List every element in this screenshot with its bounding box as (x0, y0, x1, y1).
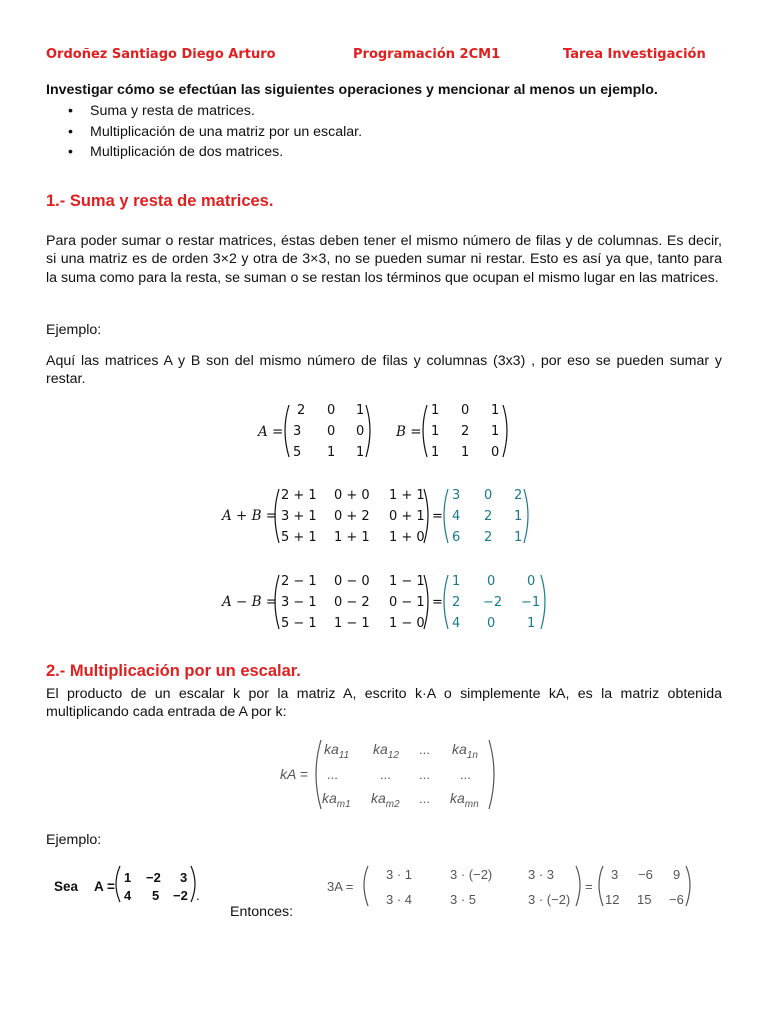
header-task: Tarea Investigación (563, 47, 706, 62)
sea-a-body (124, 870, 188, 903)
section1-paragraph: Para poder sumar o restar matrices, éstas deben tener el mismo número de filas y de columnas. Es decir, si una matriz es de orden 3×2 y otra de 3×3, no se pueden sumar ni restar. Esto es así ya que, tanto para la suma como para la resta, se suman o se restan los términos que ocupan el mismo lugar en las matrices. (46, 233, 722, 286)
svg-text:1: 1 (356, 445, 365, 460)
svg-text:kam1: $ka_{m1}$ (322, 790, 351, 810)
svg-text:1 + 1: 1 + 1 (334, 530, 370, 545)
three-a-result-body (605, 867, 684, 907)
left-paren (275, 575, 279, 629)
svg-text:1: 1 (514, 509, 523, 524)
svg-text:−2: −2 (173, 888, 188, 903)
matrix-a-label: A = (258, 424, 284, 440)
svg-text:2 − 1: 2 − 1 (281, 574, 317, 589)
svg-text:1: 1 (491, 403, 500, 418)
three-a-expression-body (386, 867, 570, 907)
equals-sign: = (432, 595, 443, 610)
svg-text:...: ... (327, 767, 338, 782)
ka-label: kA = (280, 766, 308, 782)
svg-text:2: 2 (514, 488, 523, 503)
svg-text:1 − 1: 1 − 1 (334, 616, 370, 631)
sum-expression-body (281, 488, 425, 545)
svg-text:5 + 1: 5 + 1 (281, 530, 317, 545)
section2-title: 2.- Multiplicación por un escalar. (46, 662, 301, 680)
svg-text:3 · (−2): 3 · (−2) (450, 867, 493, 882)
left-paren (316, 740, 321, 809)
header-author: Ordoñez Santiago Diego Arturo (46, 47, 276, 62)
svg-text:1: 1 (431, 403, 440, 418)
right-paren (191, 866, 195, 902)
svg-text:...: ... (460, 767, 471, 782)
right-paren (503, 405, 507, 457)
section1-example-text: Aquí las matrices A y B son del mismo número de filas y columnas (3x3) , por eso se pueden sumar y restar. (46, 353, 722, 388)
svg-text:4: 4 (452, 509, 461, 524)
svg-text:12: 12 (605, 892, 620, 907)
header-course: Programación 2CM1 (353, 47, 501, 62)
svg-text:ka11: $ka_{11}$ (324, 741, 350, 761)
left-paren (116, 866, 120, 902)
svg-text:3 · 3: 3 · 3 (528, 867, 555, 882)
svg-text:...: ... (419, 767, 430, 782)
svg-text:3: 3 (611, 867, 619, 882)
svg-text:1: 1 (327, 445, 336, 460)
svg-text:0 + 1: 0 + 1 (389, 509, 425, 524)
matrix-a-body (293, 403, 364, 460)
svg-text:...: ... (419, 742, 430, 757)
svg-text:0: 0 (491, 445, 500, 460)
svg-text:5 − 1: 5 − 1 (281, 616, 317, 631)
svg-text:−2: −2 (146, 870, 161, 885)
right-paren (576, 866, 580, 906)
svg-text:2: 2 (484, 509, 493, 524)
list-item: • Suma y resta de matrices. (46, 101, 362, 122)
svg-text:1: 1 (527, 616, 536, 631)
svg-text:1: 1 (452, 574, 461, 589)
three-a-label: 3A = (327, 879, 354, 894)
svg-text:0: 0 (484, 488, 493, 503)
svg-text:4: 4 (452, 616, 461, 631)
svg-text:1 + 1: 1 + 1 (389, 488, 425, 503)
svg-text:3 · 4: 3 · 4 (386, 892, 413, 907)
ka-matrix-body (322, 741, 479, 810)
sum-result-body (452, 488, 522, 545)
left-paren (423, 405, 427, 457)
sea-label: Sea (54, 879, 79, 894)
svg-text:3 · (−2): 3 · (−2) (528, 892, 571, 907)
svg-text:1: 1 (431, 445, 440, 460)
svg-text:1 + 0: 1 + 0 (389, 530, 425, 545)
svg-text:5: 5 (152, 888, 160, 903)
left-paren (599, 866, 603, 906)
svg-text:1: 1 (461, 445, 470, 460)
svg-text:3: 3 (452, 488, 461, 503)
right-paren (489, 740, 494, 809)
right-paren (424, 575, 428, 629)
bullet-icon: • (68, 123, 73, 140)
bullet-icon: • (68, 144, 73, 160)
svg-text:2: 2 (297, 403, 306, 418)
svg-text:0 − 2: 0 − 2 (334, 595, 370, 610)
svg-text:ka1n: $ka_{1n}$ (452, 741, 478, 761)
right-paren (366, 405, 370, 457)
left-paren (364, 866, 368, 906)
sum-label: A + B = (222, 508, 278, 524)
svg-text:3 − 1: 3 − 1 (281, 595, 317, 610)
diff-result-body (452, 574, 540, 631)
svg-text:4: 4 (124, 888, 132, 903)
svg-text:2 + 1: 2 + 1 (281, 488, 317, 503)
right-paren (424, 489, 428, 543)
matrix-b-label: B = (396, 424, 422, 440)
bullet-icon: • (68, 103, 73, 119)
list-item: • Multiplicación de dos matrices. (46, 142, 362, 163)
svg-text:1: 1 (514, 530, 523, 545)
diff-label: A − B = (222, 594, 278, 610)
svg-text:3 · 1: 3 · 1 (386, 867, 413, 882)
entonces-label: Entonces: (230, 904, 294, 920)
svg-text:3 · 5: 3 · 5 (450, 892, 477, 907)
section1-title: 1.- Suma y resta de matrices. (46, 192, 274, 210)
svg-text:1: 1 (356, 403, 365, 418)
svg-text:0: 0 (487, 616, 496, 631)
svg-text:0: 0 (356, 424, 365, 439)
svg-text:9: 9 (673, 867, 681, 882)
left-paren (444, 575, 448, 629)
svg-text:1 − 0: 1 − 0 (389, 616, 425, 631)
svg-text:1: 1 (491, 424, 500, 439)
sea-a-label: A = (94, 879, 115, 894)
svg-text:1: 1 (124, 870, 132, 885)
svg-text:3 + 1: 3 + 1 (281, 509, 317, 524)
svg-text:−1: −1 (521, 595, 541, 610)
svg-text:15: 15 (637, 892, 652, 907)
diff-expression-body (281, 574, 425, 631)
svg-text:0 − 1: 0 − 1 (389, 595, 425, 610)
intro-bullet-list (46, 101, 362, 163)
svg-text:0: 0 (327, 424, 336, 439)
svg-text:5: 5 (293, 445, 302, 460)
svg-text:kam2: $ka_{m2}$ (371, 790, 400, 810)
svg-text:0: 0 (527, 574, 536, 589)
left-paren (275, 489, 279, 543)
matrix-b-body (431, 403, 499, 460)
svg-text:...: ... (380, 767, 391, 782)
svg-text:3: 3 (293, 424, 302, 439)
section1-example-label: Ejemplo: (46, 322, 102, 338)
svg-text:0 − 0: 0 − 0 (334, 574, 370, 589)
svg-text:...: ... (419, 791, 430, 806)
left-paren (444, 489, 448, 543)
svg-text:0: 0 (327, 403, 336, 418)
svg-text:0 + 2: 0 + 2 (334, 509, 370, 524)
section2-paragraph: El producto de un escalar k por la matriz A, escrito k·A o simplemente kA, es la matriz obtenida multiplicando cada entrada de A por k: (46, 686, 722, 721)
svg-text:6: 6 (452, 530, 461, 545)
svg-text:−6: −6 (669, 892, 684, 907)
svg-text:1 − 1: 1 − 1 (389, 574, 425, 589)
svg-text:3: 3 (180, 870, 188, 885)
equals-sign: = (432, 509, 443, 524)
svg-text:2: 2 (452, 595, 461, 610)
svg-text:ka12: $ka_{12}$ (373, 741, 399, 761)
svg-text:0 + 0: 0 + 0 (334, 488, 370, 503)
right-paren (541, 575, 545, 629)
intro-instruction: Investigar cómo se efectúan las siguientes operaciones y mencionar al menos un ejemplo. (46, 82, 658, 98)
svg-text:−6: −6 (638, 867, 653, 882)
svg-text:1: 1 (431, 424, 440, 439)
right-paren (524, 489, 528, 543)
left-paren (285, 405, 289, 457)
equals-sign: = (585, 879, 593, 894)
svg-text:kamn: $ka_{mn}$ (450, 790, 479, 810)
svg-text:.: . (196, 888, 200, 903)
section2-example-label: Ejemplo: (46, 832, 102, 848)
right-paren (686, 866, 690, 906)
svg-text:2: 2 (484, 530, 493, 545)
svg-text:−2: −2 (483, 595, 503, 610)
svg-text:2: 2 (461, 424, 470, 439)
list-item: • Multiplicación de una matriz por un escalar. (46, 122, 362, 143)
svg-text:0: 0 (461, 403, 470, 418)
svg-text:0: 0 (487, 574, 496, 589)
